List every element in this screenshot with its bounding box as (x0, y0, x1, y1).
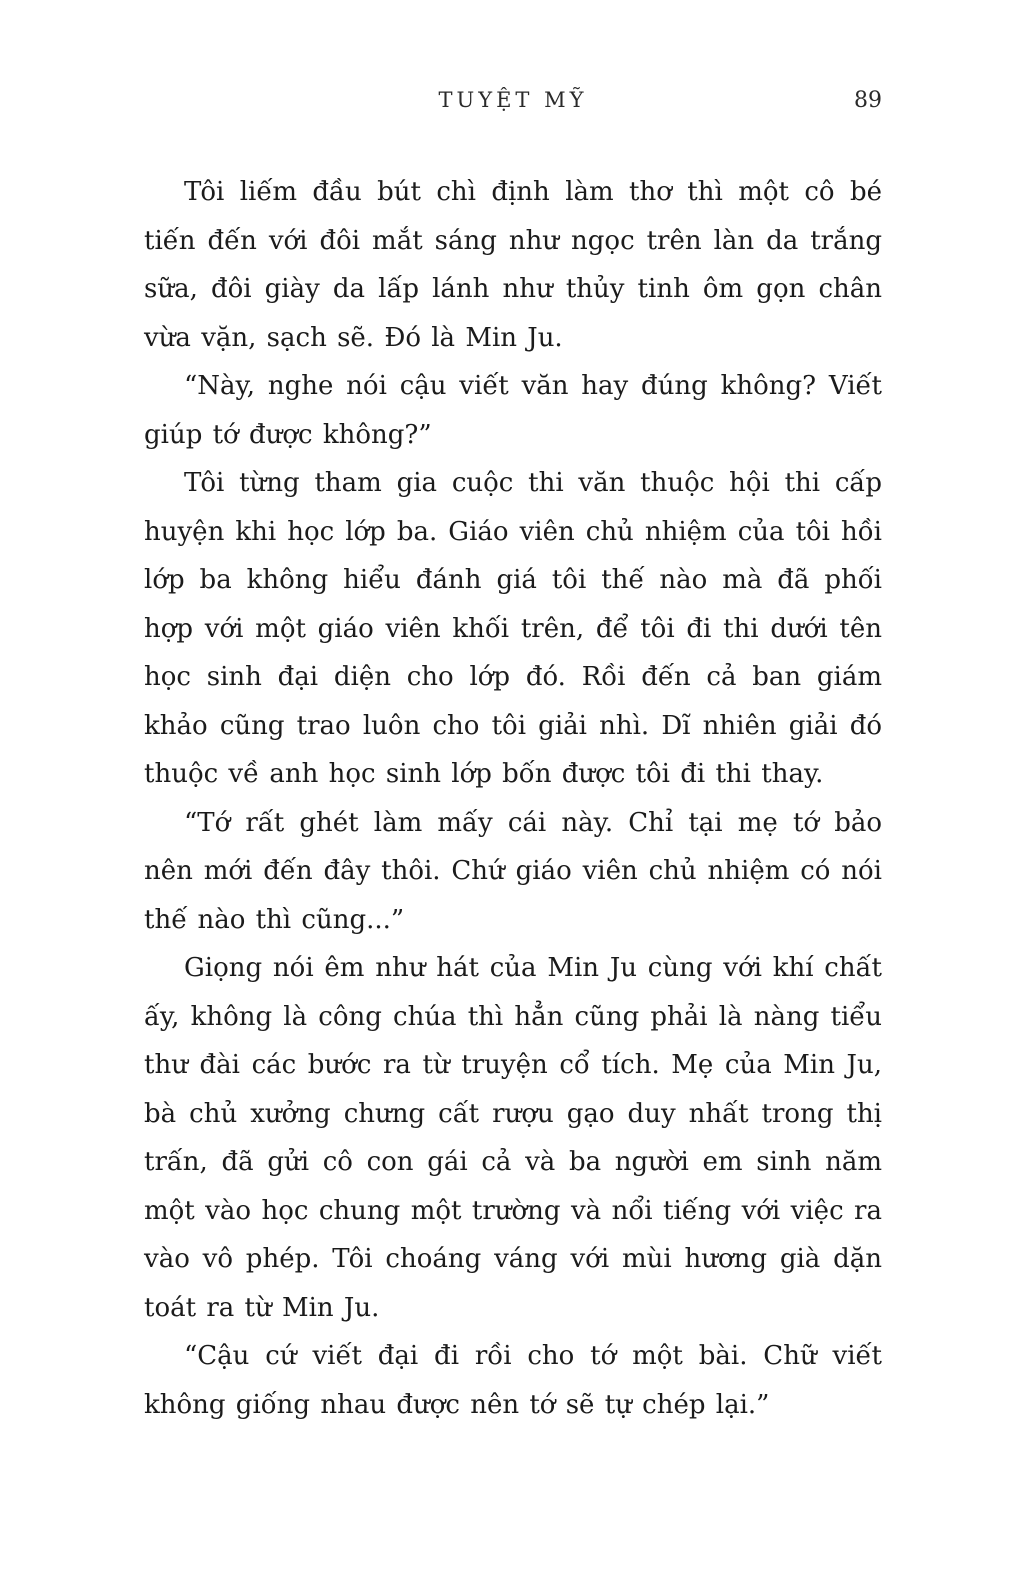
paragraph: Tôi từng tham gia cuộc thi văn thuộc hội thi cấp huyện khi học lớp ba. Giáo viên chủ nhiệm của tôi hồi lớp ba không hiểu đánh giá tôi thế nào mà đã phối hợp với một giáo viên khối trên, để tôi đi thi dưới tên học sinh đại diện cho lớp đó. Rồi đến cả ban giám khảo cũng trao luôn cho tôi giải nhì. Dĩ nhiên giải đó thuộc về anh học sinh lớp bốn được tôi đi thi thay. (144, 468, 882, 789)
paragraph: “Tớ rất ghét làm mấy cái này. Chỉ tại mẹ tớ bảo nên mới đến đây thôi. Chứ giáo viên chủ nhiệm có nói thế nào thì cũng...” (144, 807, 882, 935)
paragraph: Tôi liếm đầu bút chì định làm thơ thì một cô bé tiến đến với đôi mắt sáng như ngọc trên làn da trắng sữa, đôi giày da lấp lánh như thủy tinh ôm gọn chân vừa vặn, sạch sẽ. Đó là Min Ju. (144, 177, 882, 353)
paragraph: Giọng nói êm như hát của Min Ju cùng với khí chất ấy, không là công chúa thì hẳn cũng phải là nàng tiểu thư đài các bước ra từ truyện cổ tích. Mẹ của Min Ju, bà chủ xưởng chưng cất rượu gạo duy nhất trong thị trấn, đã gửi cô con gái cả và ba người em sinh năm một vào học chung một trường và nổi tiếng với việc ra vào vô phép. Tôi choáng váng với mùi hương già dặn toát ra từ Min Ju. (144, 953, 882, 1323)
page-body (144, 168, 882, 1429)
paragraph: “Cậu cứ viết đại đi rồi cho tớ một bài. Chữ viết không giống nhau được nên tớ sẽ tự chép lại.” (144, 1341, 882, 1420)
paragraph: “Này, nghe nói cậu viết văn hay đúng không? Viết giúp tớ được không?” (144, 371, 882, 450)
running-header (144, 88, 882, 112)
page-number: 89 (854, 88, 882, 113)
running-header-title: TUYỆT MỸ (438, 88, 588, 112)
